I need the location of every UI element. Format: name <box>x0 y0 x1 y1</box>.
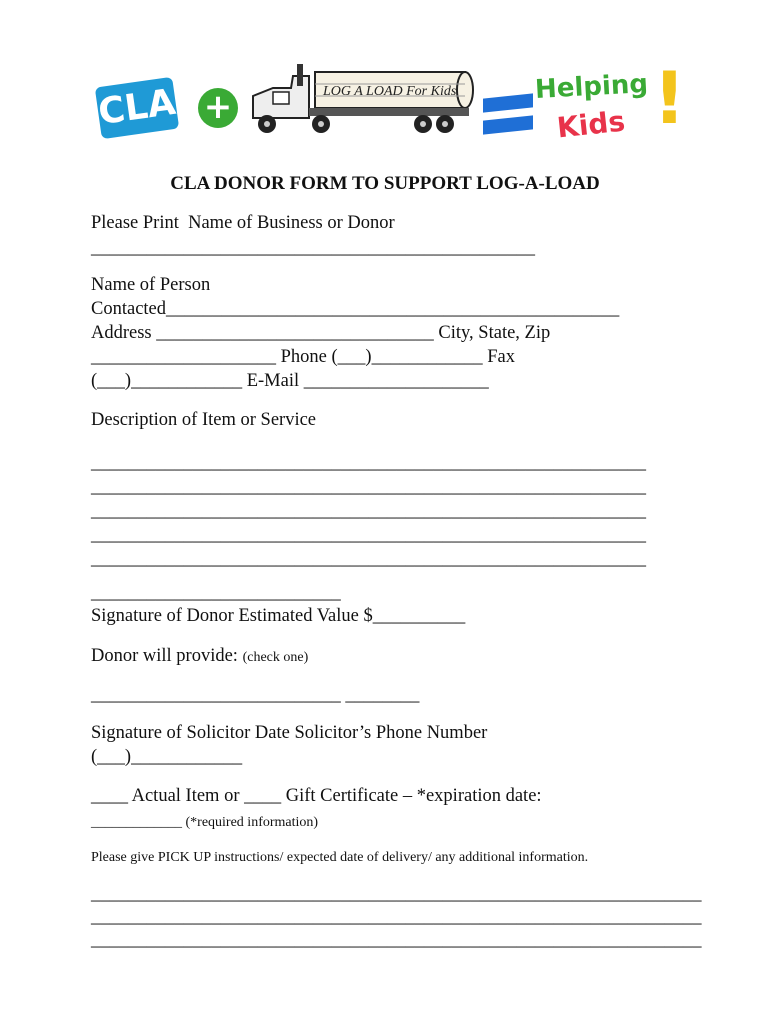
estimated-value-field[interactable]: Signature of Donor Estimated Value $__________ <box>91 606 466 626</box>
address-field[interactable]: Address ______________________________ City, State, Zip <box>91 323 551 343</box>
description-line[interactable]: ____________________________________________________________ <box>91 549 646 569</box>
item-type-options[interactable]: ____ Actual Item or ____ Gift Certificate – *expiration date: <box>91 786 542 806</box>
solicitor-label: Signature of Solicitor Date Solicitor’s Phone Number <box>91 723 488 743</box>
fax-email-field[interactable]: (___)____________ E-Mail ____________________ <box>91 371 489 391</box>
truck-sign: LOG A LOAD For Kids <box>323 84 457 99</box>
pickup-line[interactable]: __________________________________________________________________ <box>91 884 702 904</box>
equals-icon <box>483 92 533 136</box>
header-logos <box>95 58 685 158</box>
helping-kids-logo <box>535 58 685 158</box>
expiration-date-field[interactable]: _____________ (*required information) <box>91 815 319 830</box>
form-title: CLA DONOR FORM TO SUPPORT LOG-A-LOAD <box>170 173 600 194</box>
pickup-line[interactable]: __________________________________________________________________ <box>91 930 702 950</box>
solicitor-phone-field[interactable]: (___)____________ <box>91 747 243 767</box>
description-line[interactable]: ____________________________________________________________ <box>91 501 646 521</box>
donor-provide-label: Donor will provide: (check one) <box>91 646 309 666</box>
description-line[interactable]: ____________________________________________________________ <box>91 453 646 473</box>
helping-text: Helping <box>534 69 649 105</box>
solicitor-signature-line[interactable]: ___________________________ ________ <box>91 685 420 705</box>
business-name-field[interactable]: ________________________________________________ <box>91 238 535 258</box>
exclamation-icon: ! <box>653 56 686 140</box>
log-truck-icon <box>243 62 475 138</box>
person-label: Name of Person <box>91 275 211 295</box>
description-label: Description of Item or Service <box>91 410 317 430</box>
description-line[interactable]: ____________________________________________________________ <box>91 477 646 497</box>
plus-icon: + <box>198 88 238 128</box>
pickup-instructions-label: Please give PICK UP instructions/ expected date of delivery/ any additional information. <box>91 850 589 865</box>
cla-logo: CLA <box>95 77 179 139</box>
pickup-line[interactable]: __________________________________________________________________ <box>91 907 702 927</box>
kids-text: Kids <box>555 104 627 145</box>
check-one-note: (check one) <box>242 650 309 665</box>
donor-signature-line[interactable]: ___________________________ <box>91 583 341 603</box>
contacted-field[interactable]: Contacted_________________________________________________ <box>91 299 620 319</box>
business-name-label: Please Print Name of Business or Donor <box>91 213 395 233</box>
description-line[interactable]: ____________________________________________________________ <box>91 525 646 545</box>
phone-field[interactable]: ____________________ Phone (___)____________ Fax <box>91 347 515 367</box>
